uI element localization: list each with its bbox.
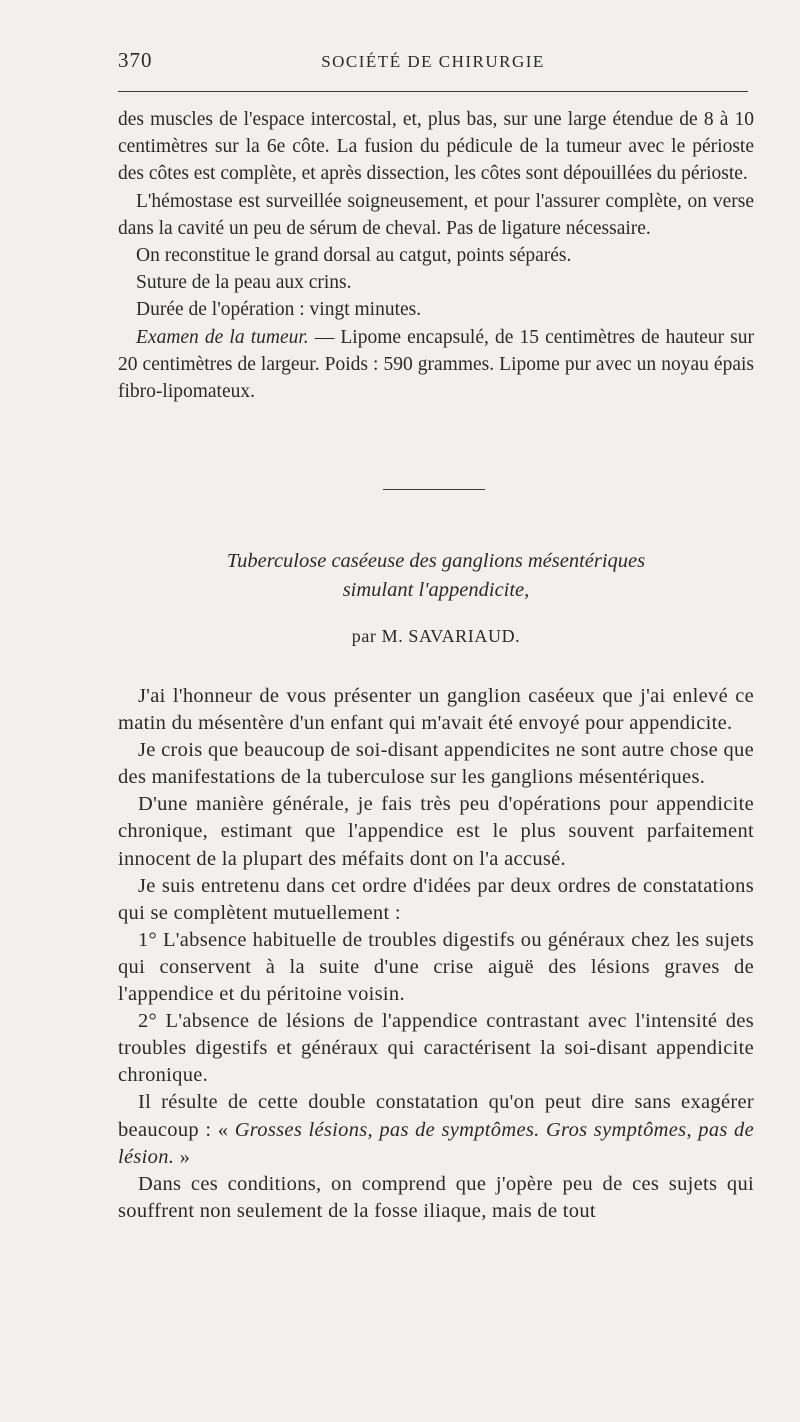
exam-text: — Lipome encapsulé, de 15 centimètres de hauteur sur 20 centimètres de largeur. Poids : 590 grammes. Lipome pur avec un noyau épais fibro-lipomateux. (118, 326, 754, 403)
paragraph: On reconstitue le grand dorsal au catgut, points séparés. (136, 245, 572, 267)
paragraph: Dans ces conditions, on comprend que j'opère peu de ces sujets qui souffrent non seulement de la fosse iliaque, mais de tout (118, 1172, 754, 1222)
previous-article-continuation (118, 106, 754, 405)
article-title-line-2: simulant l'appendicite, (342, 579, 530, 601)
paragraph: 1° L'absence habituelle de troubles digestifs ou généraux chez les sujets qui conservent à la suite d'une crise aiguë des lésions graves de l'appendice et du péritoine voisin. (118, 928, 754, 1006)
article-title-line-1: Tuberculose caséeuse des ganglions mésentériques (226, 550, 646, 572)
paragraph: Je suis entretenu dans cet ordre d'idées par deux ordres de constatations qui se complètent mutuellement : (118, 874, 754, 924)
paragraph: des muscles de l'espace intercostal, et, plus bas, sur une large étendue de 8 à 10 centimètres sur la 6e côte. La fusion du pédicule de la tumeur avec le périoste des côtes est complète, et après dissection, les côtes sont dépouillées du périoste. (118, 109, 754, 185)
paragraph: 2° L'absence de lésions de l'appendice contrastant avec l'intensité des troubles digestifs et généraux qui caractérisent la soi-disant appendicite chronique. (118, 1010, 754, 1087)
exam-label: Examen de la tumeur. (136, 326, 309, 348)
paragraph: Durée de l'opération : vingt minutes. (136, 299, 422, 321)
article-body (118, 683, 754, 1225)
paragraph: L'hémostase est surveillée soigneusement, et pour l'assurer complète, on verse dans la cavité un peu de sérum de cheval. Pas de ligature nécessaire. (118, 190, 754, 239)
exam-paragraph (118, 324, 754, 406)
quote-paragraph (118, 1089, 754, 1170)
paragraph: J'ai l'honneur de vous présenter un ganglion caséeux que j'ai enlevé ce matin du mésentère d'un enfant qui m'avait été envoyé pour appendicite. (118, 685, 754, 735)
section-separator (383, 489, 485, 490)
page-number: 370 (118, 48, 153, 72)
article-byline: par M. SAVARIAUD. (351, 626, 521, 646)
quote-text: Grosses lésions, pas de symptômes. Gros symptômes, pas de lésion. (118, 1118, 754, 1168)
paragraph: D'une manière générale, je fais très peu d'opérations pour appendicite chronique, estimant que l'appendice est le plus souvent parfaitement innocent de la plupart des méfaits dont on l'a accusé. (118, 793, 754, 870)
header-rule (118, 91, 748, 92)
paragraph: Je crois que beaucoup de soi-disant appendicites ne sont autre chose que des manifestations de la tuberculose sur les ganglions mésentériques. (118, 739, 754, 789)
quote-close: » (174, 1145, 191, 1168)
page-header (118, 48, 748, 78)
paragraph: Suture de la peau aux crins. (136, 272, 352, 294)
quote-intro: Il résulte de cette double constatation qu'on peut dire sans exagérer beaucoup : « (118, 1091, 754, 1141)
running-head: SOCIÉTÉ DE CHIRURGIE (321, 52, 545, 71)
